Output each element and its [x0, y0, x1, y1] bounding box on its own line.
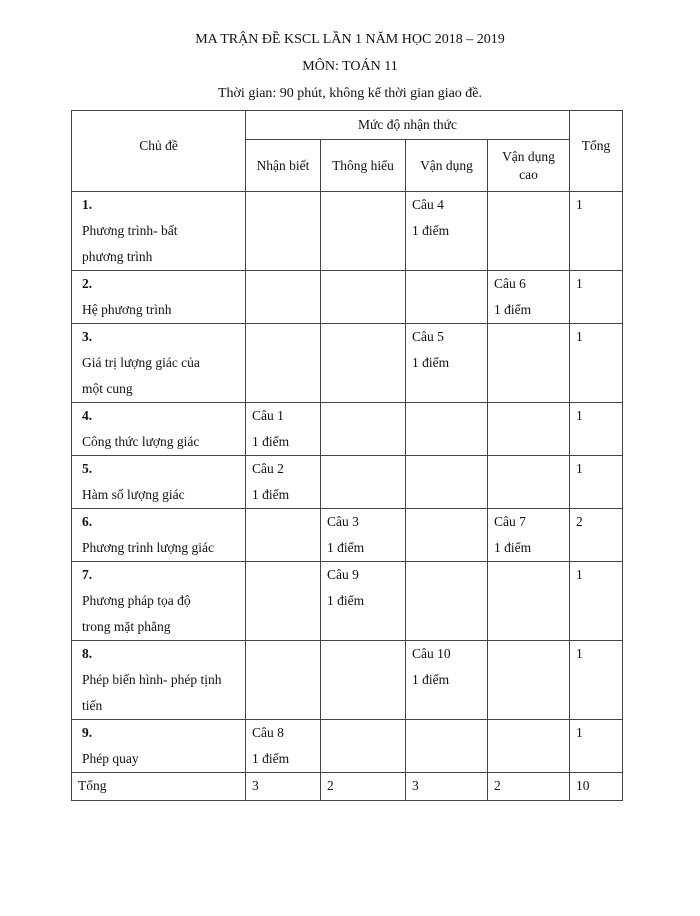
table-row [72, 192, 623, 271]
topic-name: Phép biến hình- phép tịnh tiến [82, 672, 222, 713]
row-total: 1 [570, 192, 623, 271]
subject-line: MÔN: TOÁN 11 [302, 59, 398, 74]
topic-name: Hàm số lượng giác [82, 487, 185, 502]
level-cell [246, 271, 321, 324]
row-total: 1 [570, 720, 623, 773]
header-level-2: Thông hiểu [321, 140, 406, 192]
topic-name: Phương trình lượng giác [82, 540, 215, 555]
level-cell [321, 562, 406, 641]
sum-label: Tổng [72, 773, 246, 801]
question-label: Câu 8 [252, 725, 284, 740]
sum-row [72, 773, 623, 801]
level-cell [246, 720, 321, 773]
table-row [72, 324, 623, 403]
points-label: 1 điểm [412, 223, 450, 238]
level-cell [488, 324, 570, 403]
level-cell [406, 324, 488, 403]
topic-name: Phương trình- bất phương trình [82, 223, 178, 264]
level-cell [406, 271, 488, 324]
question-label: Câu 10 [412, 646, 451, 661]
topic-number: 3. [82, 329, 93, 344]
sum-value: 10 [570, 773, 623, 801]
question-label: Câu 2 [252, 461, 284, 476]
row-total: 1 [570, 562, 623, 641]
topic-number: 5. [82, 461, 93, 476]
row-total: 1 [570, 403, 623, 456]
table-row [72, 456, 623, 509]
question-label: Câu 9 [327, 567, 359, 582]
table-row [72, 509, 623, 562]
level-cell [406, 509, 488, 562]
level-cell [246, 192, 321, 271]
topic-name: Phép quay [82, 751, 139, 766]
points-label: 1 điểm [412, 355, 450, 370]
topic-name: Giá trị lượng giác của một cung [82, 355, 200, 396]
question-label: Câu 5 [412, 329, 444, 344]
points-label: 1 điểm [494, 540, 532, 555]
level-cell [406, 456, 488, 509]
topic-number: 9. [82, 725, 93, 740]
level-cell [246, 641, 321, 720]
row-total: 1 [570, 456, 623, 509]
topic-name: Công thức lượng giác [82, 434, 200, 449]
points-label: 1 điểm [327, 593, 365, 608]
question-label: Câu 3 [327, 514, 359, 529]
document-title: MA TRẬN ĐỀ KSCL LẦN 1 NĂM HỌC 2018 – 2019 [195, 32, 505, 47]
assessment-matrix-table [71, 110, 623, 801]
level-cell [321, 324, 406, 403]
level-cell [488, 641, 570, 720]
level-cell [246, 324, 321, 403]
level-cell [488, 271, 570, 324]
header-level-4: Vận dụng cao [488, 140, 570, 192]
time-line: Thời gian: 90 phút, không kể thời gian giao đề. [217, 86, 483, 101]
level-cell [488, 720, 570, 773]
level-cell [321, 641, 406, 720]
topic-cell [72, 720, 246, 773]
table-row [72, 271, 623, 324]
points-label: 1 điểm [327, 540, 365, 555]
level-cell [406, 641, 488, 720]
topic-number: 1. [82, 197, 93, 212]
question-label: Câu 1 [252, 408, 284, 423]
table-row [72, 641, 623, 720]
level-cell [406, 192, 488, 271]
topic-cell [72, 562, 246, 641]
level-cell [406, 720, 488, 773]
header-level-3: Vận dụng [406, 140, 488, 192]
topic-number: 7. [82, 567, 93, 582]
level-cell [246, 403, 321, 456]
level-cell [321, 509, 406, 562]
level-cell [246, 456, 321, 509]
points-label: 1 điểm [252, 751, 290, 766]
topic-name: Phương pháp tọa độ trong mặt phẳng [82, 593, 191, 634]
sum-value: 3 [246, 773, 321, 801]
points-label: 1 điểm [494, 302, 532, 317]
level-cell [246, 562, 321, 641]
question-label: Câu 4 [412, 197, 444, 212]
sum-value: 2 [488, 773, 570, 801]
topic-number: 6. [82, 514, 93, 529]
topic-cell [72, 641, 246, 720]
topic-cell [72, 324, 246, 403]
row-total: 1 [570, 324, 623, 403]
level-cell [488, 509, 570, 562]
question-label: Câu 6 [494, 276, 526, 291]
sum-value: 3 [406, 773, 488, 801]
topic-name: Hệ phương trình [82, 302, 172, 317]
level-cell [246, 509, 321, 562]
table-row [72, 720, 623, 773]
row-total: 1 [570, 271, 623, 324]
header-cognitive-levels: Mức độ nhận thức [246, 111, 570, 140]
level-cell [321, 403, 406, 456]
level-cell [406, 562, 488, 641]
topic-cell [72, 271, 246, 324]
level-cell [321, 192, 406, 271]
topic-cell [72, 456, 246, 509]
header-level-1: Nhận biết [246, 140, 321, 192]
level-cell [321, 456, 406, 509]
points-label: 1 điểm [252, 487, 290, 502]
header-total: Tổng [570, 111, 623, 192]
level-cell [488, 192, 570, 271]
points-label: 1 điểm [252, 434, 290, 449]
topic-cell [72, 403, 246, 456]
level-cell [488, 456, 570, 509]
topic-number: 4. [82, 408, 93, 423]
header-topic: Chủ đề [72, 111, 246, 192]
table-row [72, 562, 623, 641]
level-cell [321, 720, 406, 773]
question-label: Câu 7 [494, 514, 526, 529]
points-label: 1 điểm [412, 672, 450, 687]
level-cell [488, 403, 570, 456]
topic-number: 2. [82, 276, 93, 291]
level-cell [321, 271, 406, 324]
level-cell [406, 403, 488, 456]
row-total: 1 [570, 641, 623, 720]
row-total: 2 [570, 509, 623, 562]
sum-value: 2 [321, 773, 406, 801]
topic-cell [72, 509, 246, 562]
topic-number: 8. [82, 646, 93, 661]
topic-cell [72, 192, 246, 271]
table-row [72, 403, 623, 456]
level-cell [488, 562, 570, 641]
